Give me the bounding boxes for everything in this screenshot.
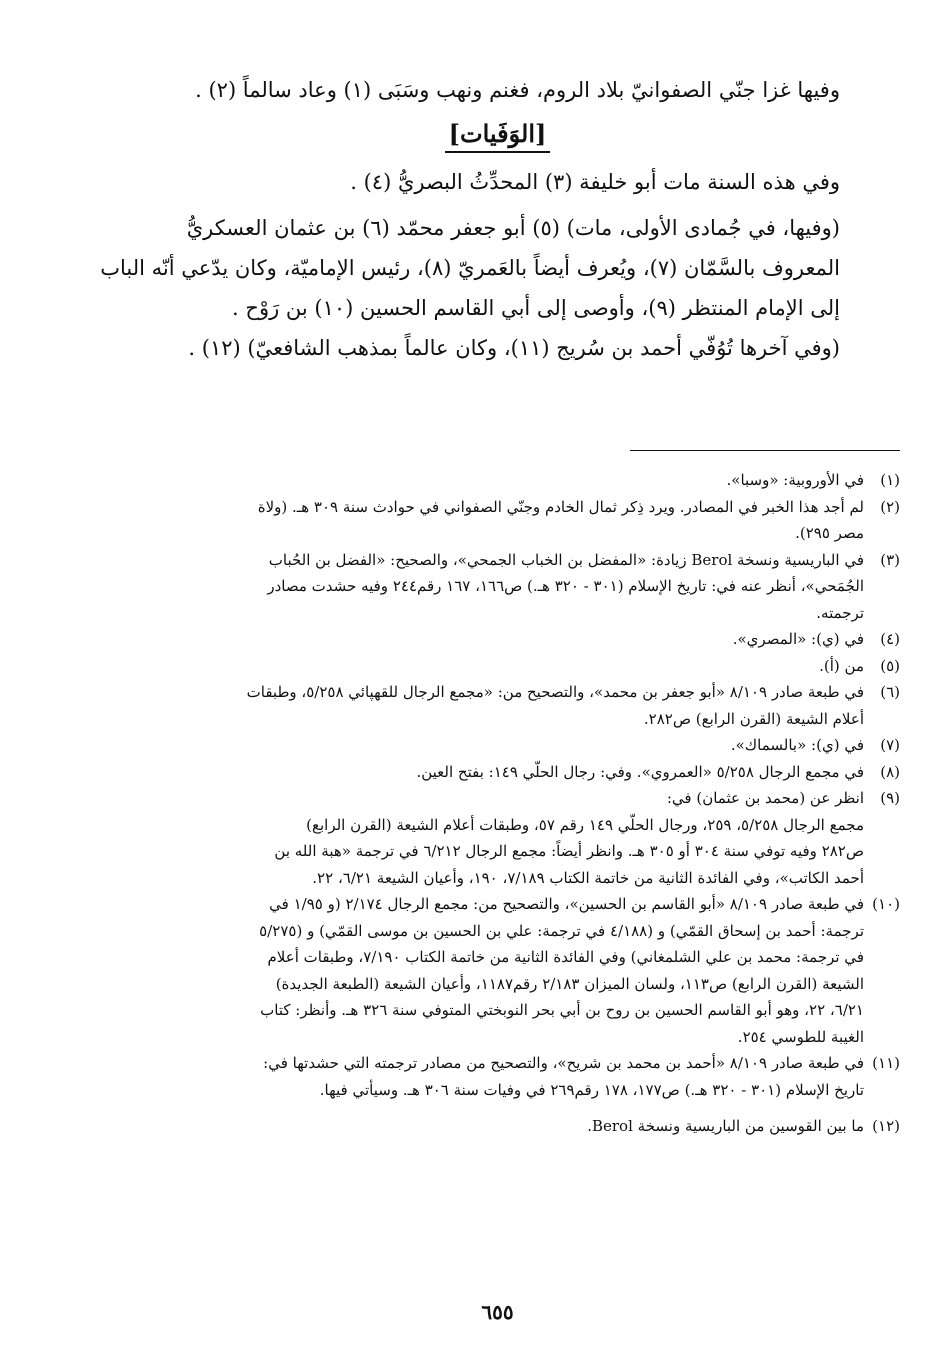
main-text [95,70,900,368]
footnote-number: (١١) [872,1054,900,1072]
footnote-number: (٦) [880,683,900,701]
footnote-number: (٢) [880,497,900,516]
footnote [95,494,900,547]
footnote-line: أعلام الشيعة (القرن الرابع) ص٢٨٢. [643,709,864,728]
footnote-number: (٥) [880,656,900,675]
footnote-line: تاريخ الإسلام (٣٠١ - ٣٢٠ هـ.) ص١٧٧، ١٧٨ رقم٢٦٩ في وفيات سنة ٣٠٦ هـ. وسيأتي فيها. [319,1080,864,1099]
footnote-number: (٨) [880,762,900,781]
footnote-number: (٧) [880,736,900,754]
footnote-text [95,785,864,891]
text-line: المعروف بالسَّمّان (٧)، ويُعرف أيضاً بالعَمريّ (٨)، رئيس الإماميّة، وكان يدّعي أنّه الباب [100,256,840,280]
footnote-line: الشيعة (القرن الرابع) ص١١٣، ولسان الميزان ٢/١٨٣ رقم١١٨٧، وأعيان الشيعة (الطبعة الجديدة) [275,974,864,993]
footnote-text [95,467,864,494]
footnote-number: (٣) [880,550,900,569]
footnote-text [95,626,864,653]
footnote-text [95,494,864,547]
footnote-line: أحمد الكاتب»، وفي الفائدة الثانية من خاتمة الكتاب ٧/١٨٩، ١٩٠، وأعيان الشيعة ٦/٢١، ٢٢. [312,868,864,887]
footnote-line: في طبعة صادر ٨/١٠٩ «أحمد بن محمد بن شريح»، والتصحيح من مصادر ترجمته التي حشدتها في: [263,1054,864,1072]
footnote-text [95,653,864,680]
footnote-number: (٤) [880,630,900,648]
footnote-text [95,732,864,759]
footnote-divider [630,450,900,451]
death-paragraph-amri [95,208,900,328]
footnote [95,891,900,1050]
footnote [95,785,900,891]
book-page [95,0,900,1363]
footnote-line: من (أ). [819,656,864,675]
footnote [95,626,900,653]
footnote-text [95,759,864,786]
footnote [95,679,900,732]
raid-paragraph: وفيها غزا جنّي الصفوانيّ بلاد الروم، فغنم ونهب وسَبَى (١) وعاد سالماً (٢) . [195,78,840,102]
footnote-line: في (ي): «بالسماك». [730,736,864,754]
footnote-text [95,679,864,732]
footnote-line: في مجمع الرجال ٥/٢٥٨ «العمروي». وفي: رجال الحلّي ١٤٩: بفتح العين. [416,762,864,781]
footnote-line: الجُمَحي»، أنظر عنه في: تاريخ الإسلام (٣٠١ - ٣٢٠ هـ.) ص١٦٦، ١٦٧ رقم٢٤٤ وفيه حشدت مصادر [267,577,864,595]
footnote [95,1113,900,1140]
footnote-line: انظر عن (محمد بن عثمان) في: [666,789,864,807]
footnote-line: ما بين القوسين من الباريسية ونسخة Berol. [587,1117,864,1135]
footnote-line: ص٢٨٢ وفيه توفي سنة ٣٠٤ أو ٣٠٥ هـ. وانظر أيضاً: مجمع الرجال ٦/٢١٢ في ترجمة «هبة الله بن [274,842,864,860]
text-line: (وفيها، في جُمادى الأولى، مات) (٥) أبو جعفر محمّد (٦) بن عثمان العسكريُّ [186,216,840,240]
footnote-number: (١) [880,471,900,489]
footnote-line: ترجمة: أحمد بن إسحاق القمّي) و (٤/١٨٨ في ترجمة: علي بن الحسين بن موسى القمّي) و (٥/٢٧٥ [259,921,864,940]
footnote-line: الغيبة للطوسي ٢٥٤. [737,1027,864,1046]
footnote-text [95,891,864,1050]
footnote-number: (١٢) [872,1117,900,1135]
footnote-line: مجمع الرجال ٥/٢٥٨، ٢٥٩، ورجال الحلّي ١٤٩ رقم ٥٧، وطبقات أعلام الشيعة (القرن الرابع) [306,815,864,834]
section-heading-text: [الوَفَيات] [445,117,551,153]
footnote-text [95,1113,864,1140]
footnote-line: في (ي): «المصري». [732,630,864,648]
text-line: إلى الإمام المنتظر (٩)، وأوصى إلى أبي القاسم الحسين (١٠) بن رَوْح . [232,296,840,320]
footnote-line: لم أجد هذا الخبر في المصادر. ويرد ذِكر ثمال الخادم وجنّي الصفواني في حوادث سنة ٣٠٩ هـ. (ولاة [257,497,864,516]
footnote-line: في الباريسية ونسخة Berol زيادة: «المفضل بن الخباب الجمحي»، والصحيح: «الفضل بن الحُباب [268,550,864,569]
footnote [95,732,900,759]
footnote [95,759,900,786]
footnote [95,1050,900,1103]
footnote-line: ترجمته. [816,603,864,622]
footnotes [95,467,900,1140]
footnote-line: مصر ٢٩٥). [795,524,864,542]
page-number: ٦٥٥ [481,1300,514,1324]
footnote-line: في طبعة صادر ٨/١٠٩ «أبو القاسم بن الحسين»، والتصحيح من: مجمع الرجال ٢/١٧٤ (و ١/٩٥ في [269,895,864,913]
section-heading [95,112,900,156]
footnote-line: في الأوروبية: «وسبا». [726,471,864,489]
footnote-line: في طبعة صادر ٨/١٠٩ «أبو جعفر بن محمد»، والتصحيح من: «مجمع الرجال للقهپائي ٥/٢٥٨، وطبقات [246,683,864,701]
footnote-number: (٩) [880,789,900,807]
death-paragraph-abu-khalifa: وفي هذه السنة مات أبو خليفة (٣) المحدِّثُ البصريُّ (٤) . [350,170,840,194]
footnote [95,547,900,627]
footnote [95,653,900,680]
death-paragraph-ibn-surayj: (وفي آخرها تُوُفّي أحمد بن سُريج (١١)، وكان عالماً بمذهب الشافعيّ) (١٢) . [188,336,840,360]
footnote [95,467,900,494]
footnote-line: في ترجمة: محمد بن علي الشلمغاني) وفي الفائدة الثانية من خاتمة الكتاب ٧/١٩٠، وطبقات أعلام [267,948,864,966]
footnote-text [95,547,864,627]
footnote-line: ٦/٢١، ٢٢، وهو أبو القاسم الحسين بن روح بن أبي بحر النوبختي المتوفي سنة ٣٢٦ هـ. وأنظر: كتاب [260,1001,864,1019]
footnote-text [95,1050,864,1103]
footnote-number: (١٠) [872,895,900,913]
